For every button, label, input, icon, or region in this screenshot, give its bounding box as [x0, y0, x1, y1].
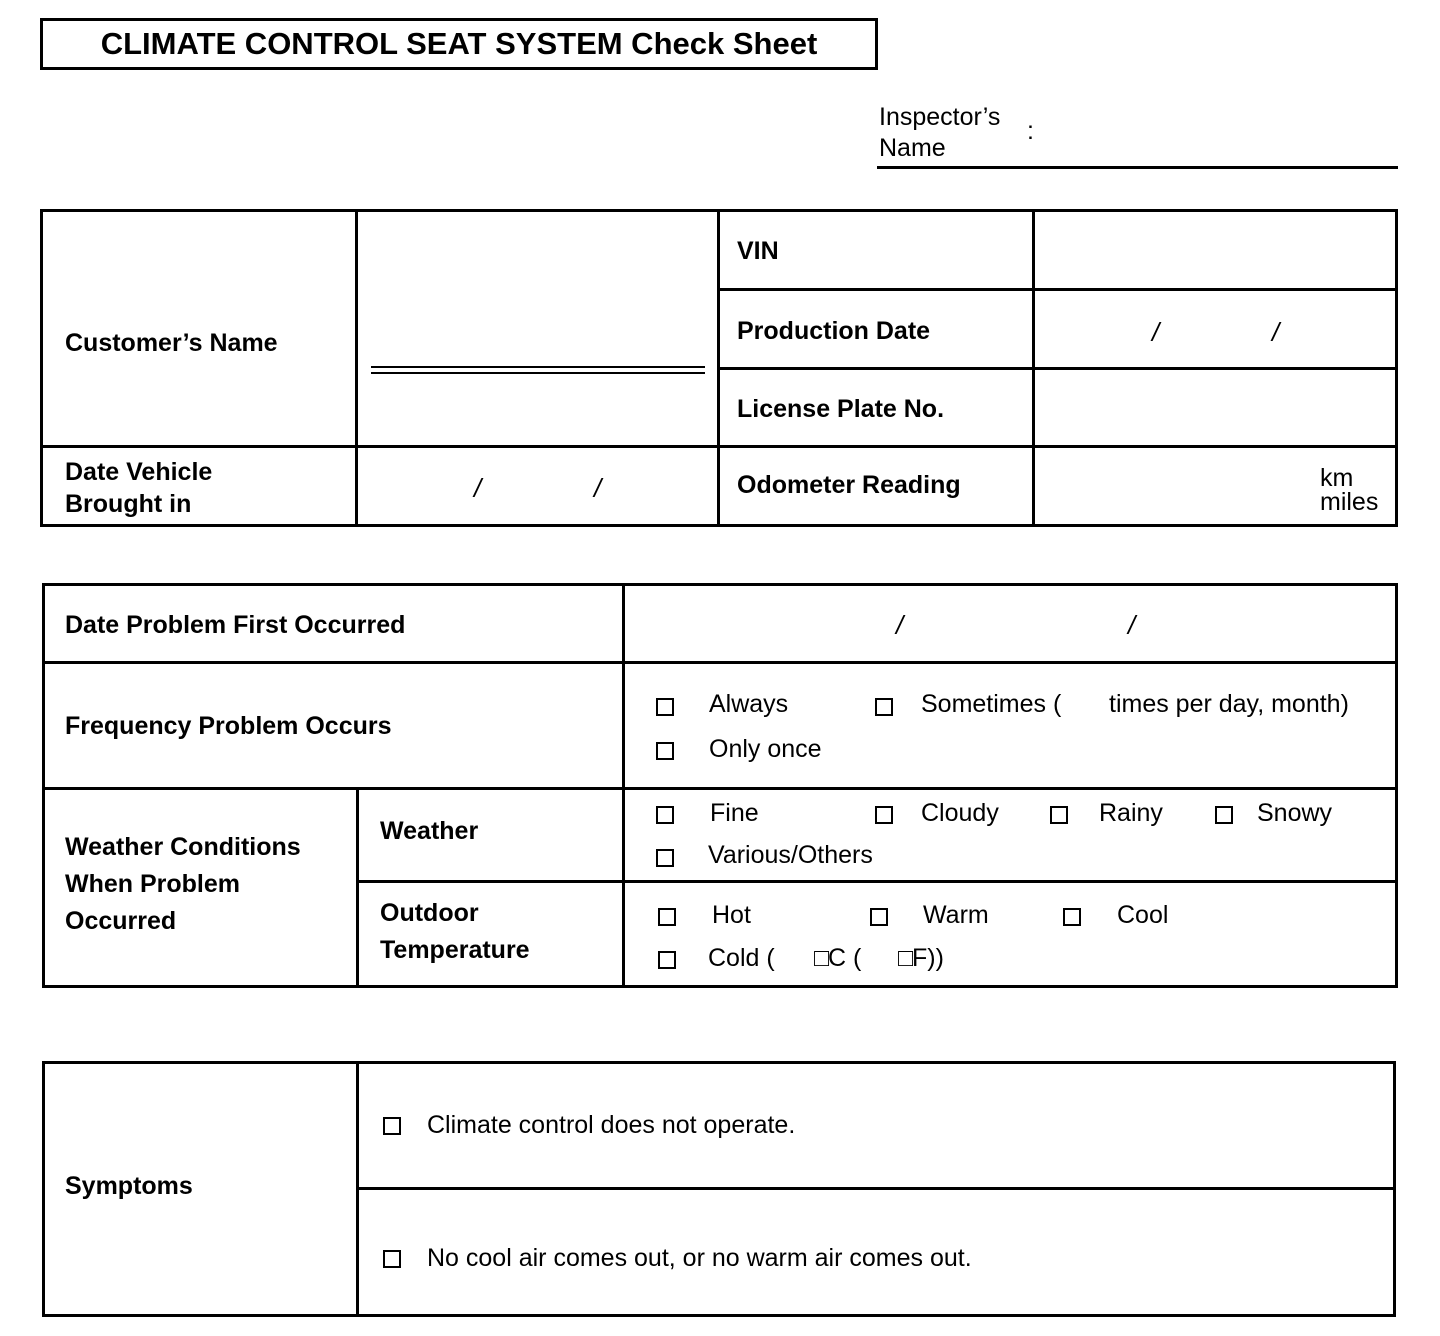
always-option-label: Always — [709, 690, 789, 718]
production-date-label: Production Date — [737, 317, 931, 345]
only-once-option-label: Only once — [709, 735, 822, 763]
rainy-checkbox[interactable] — [1050, 806, 1068, 824]
weather-label: Weather — [380, 817, 479, 845]
inspector-label-line2: Name — [879, 134, 946, 162]
symptom-checkbox-2[interactable] — [383, 1250, 401, 1268]
symptom-checkbox-1[interactable] — [383, 1117, 401, 1135]
fahrenheit-unit: F)) — [912, 944, 944, 972]
various-option-label: Various/Others — [708, 841, 873, 869]
frequency-label: Frequency Problem Occurs — [65, 712, 392, 740]
weather-conditions-line1: Weather Conditions — [65, 833, 301, 861]
always-checkbox[interactable] — [656, 698, 674, 716]
date-brought-in-line2: Brought in — [65, 490, 192, 518]
date-first-occurred-label: Date Problem First Occurred — [65, 611, 406, 639]
cold-checkbox[interactable] — [658, 951, 676, 969]
celsius-unit: C ( — [828, 944, 862, 972]
cool-checkbox[interactable] — [1063, 908, 1081, 926]
date-first-separator-2: / — [1128, 610, 1136, 640]
weather-conditions-line2: When Problem — [65, 870, 241, 898]
fine-option-label: Fine — [710, 799, 759, 827]
sometimes-checkbox[interactable] — [875, 698, 893, 716]
various-checkbox[interactable] — [656, 849, 674, 867]
warm-checkbox[interactable] — [870, 908, 888, 926]
customer-name-field[interactable] — [370, 300, 706, 360]
weather-conditions-label — [65, 829, 301, 940]
odometer-unit-km: km — [1320, 464, 1354, 492]
inspector-colon: : — [1027, 117, 1034, 145]
date-first-separator-1: / — [896, 610, 904, 640]
hot-option-label: Hot — [712, 901, 751, 929]
snowy-checkbox[interactable] — [1215, 806, 1233, 824]
rainy-option-label: Rainy — [1099, 799, 1163, 827]
vin-label: VIN — [737, 237, 779, 265]
fine-checkbox[interactable] — [656, 806, 674, 824]
symptom-item-2: No cool air comes out, or no warm air comes out. — [427, 1244, 972, 1272]
cloudy-checkbox[interactable] — [875, 806, 893, 824]
outdoor-temperature-label — [380, 895, 530, 969]
license-plate-label: License Plate No. — [737, 395, 945, 423]
sometimes-suffix: times per day, month) — [1109, 690, 1349, 718]
hot-checkbox[interactable] — [658, 908, 676, 926]
page-title: CLIMATE CONTROL SEAT SYSTEM Check Sheet — [40, 18, 878, 70]
vin-field[interactable] — [1040, 215, 1390, 285]
inspector-label — [879, 102, 1000, 164]
production-date-separator-2: / — [1272, 317, 1280, 347]
date-brought-in-separator-1: / — [474, 473, 482, 503]
date-brought-in-separator-2: / — [594, 473, 602, 503]
symptom-item-1: Climate control does not operate. — [427, 1111, 796, 1139]
date-brought-in-line1: Date Vehicle — [65, 458, 213, 486]
customer-name-label: Customer’s Name — [65, 329, 278, 357]
symptoms-label: Symptoms — [65, 1172, 193, 1200]
cloudy-option-label: Cloudy — [921, 799, 999, 827]
production-date-separator-1: / — [1152, 317, 1160, 347]
inspector-name-field[interactable] — [877, 166, 1398, 169]
snowy-option-label: Snowy — [1257, 799, 1333, 827]
odometer-label: Odometer Reading — [737, 471, 961, 499]
celsius-degree-glyph: □ — [814, 944, 830, 972]
outdoor-temperature-line1: Outdoor — [380, 899, 479, 927]
only-once-checkbox[interactable] — [656, 742, 674, 760]
date-brought-in-label — [65, 456, 212, 520]
odometer-unit-miles: miles — [1320, 488, 1379, 516]
license-plate-field[interactable] — [1040, 372, 1390, 442]
inspector-label-line1: Inspector’s — [879, 103, 1001, 131]
outdoor-temperature-line2: Temperature — [380, 936, 530, 964]
sometimes-option-label: Sometimes ( — [921, 690, 1062, 718]
cool-option-label: Cool — [1117, 901, 1169, 929]
fahrenheit-degree-glyph: □ — [898, 944, 914, 972]
cold-option-label: Cold ( — [708, 944, 775, 972]
warm-option-label: Warm — [923, 901, 989, 929]
weather-conditions-line3: Occurred — [65, 907, 177, 935]
